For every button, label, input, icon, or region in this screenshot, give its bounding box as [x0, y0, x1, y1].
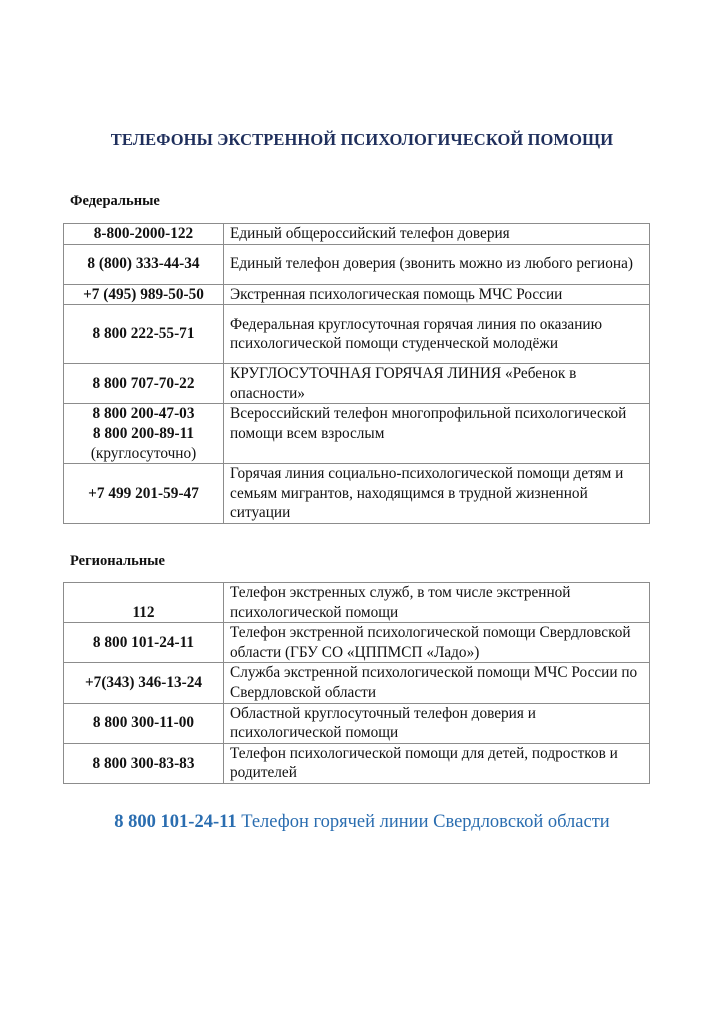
phone-description: Экстренная психологическая помощь МЧС России: [224, 284, 650, 305]
table-row: [64, 224, 650, 245]
phone-description: Единый общероссийский телефон доверия: [224, 224, 650, 245]
phone-number: 8 800 707-70-22: [64, 364, 224, 404]
phone-number: +7 499 201-59-47: [64, 464, 224, 524]
phone-description: Единый телефон доверия (звонить можно из любого региона): [224, 244, 650, 284]
federal-phones-table: [63, 223, 650, 524]
phone-description: Телефон экстренных служб, в том числе экстренной психологической помощи: [224, 583, 650, 623]
hotline-footer: [0, 812, 724, 833]
phone-number: 8 (800) 333-44-34: [64, 244, 224, 284]
table-row: [64, 464, 650, 524]
table-row: [64, 244, 650, 284]
phone-description: Федеральная круглосуточная горячая линия по оказанию психологической помощи студенческой молодёжи: [224, 305, 650, 364]
page-title: ТЕЛЕФОНЫ ЭКСТРЕННОЙ ПСИХОЛОГИЧЕСКОЙ ПОМОЩИ: [110, 130, 614, 149]
hotline-label: Телефон горячей линии Свердловской области: [241, 812, 610, 832]
table-row: [64, 583, 650, 623]
phone-number: 8 800 300-83-83: [64, 743, 224, 783]
phone-number: 8 800 222-55-71: [64, 305, 224, 364]
phone-note: (круглосуточно): [90, 444, 197, 462]
phone-number: +7(343) 346-13-24: [64, 663, 224, 703]
phone-number: 8 800 200-89-11: [92, 424, 195, 442]
phone-number-group: [64, 404, 224, 464]
phone-number: 8 800 300-11-00: [64, 703, 224, 743]
phone-description: Всероссийский телефон многопрофильной психологической помощи всем взрослым: [224, 404, 650, 464]
table-row: [64, 364, 650, 404]
phone-description: Областной круглосуточный телефон доверия и психологической помощи: [224, 703, 650, 743]
phone-number: 112: [64, 583, 224, 623]
phone-description: КРУГЛОСУТОЧНАЯ ГОРЯЧАЯ ЛИНИЯ «Ребенок в опасности»: [224, 364, 650, 404]
phone-number: +7 (495) 989-50-50: [64, 284, 224, 305]
regional-phones-table: [63, 582, 650, 784]
phone-number: 8 800 101-24-11: [64, 623, 224, 663]
table-row: [64, 623, 650, 663]
table-row: [64, 663, 650, 703]
regional-heading: Региональные: [70, 553, 165, 569]
table-row: [64, 703, 650, 743]
phone-description: Горячая линия социально-психологической помощи детям и семьям мигрантов, находящимся в трудной жизненной ситуации: [224, 464, 650, 524]
federal-heading: Федеральные: [70, 193, 160, 209]
hotline-number: 8 800 101-24-11: [114, 812, 237, 832]
phone-number: 8 800 200-47-03: [92, 405, 195, 423]
table-row: [64, 404, 650, 464]
phone-description: Телефон психологической помощи для детей, подростков и родителей: [224, 743, 650, 783]
phone-description: Телефон экстренной психологической помощи Свердловской области (ГБУ СО «ЦППМСП «Ладо»): [224, 623, 650, 663]
phone-description: Служба экстренной психологической помощи МЧС России по Свердловской области: [224, 663, 650, 703]
table-row: [64, 284, 650, 305]
phone-number: 8-800-2000-122: [64, 224, 224, 245]
table-row: [64, 305, 650, 364]
table-row: [64, 743, 650, 783]
